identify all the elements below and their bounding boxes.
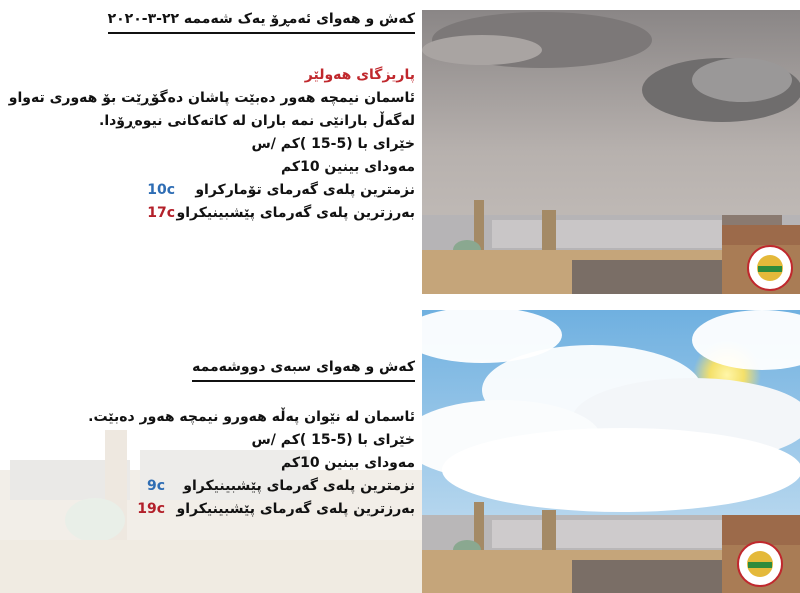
tomorrow-max-value: 19c — [137, 501, 165, 517]
today-min-value: 10c — [147, 182, 175, 198]
today-max-row — [9, 202, 415, 225]
tomorrow-visibility: مەودای بینین 10کم — [280, 455, 415, 471]
today-wind: خێرای با (5-15 )کم /س — [251, 136, 415, 152]
today-min-row — [9, 179, 415, 202]
today-min-label: نزمترین پلەی گەرمای تۆمارکراو — [195, 182, 415, 198]
tomorrow-max-label: بەرزترین پلەی گەرمای پێشبینیکراو — [176, 501, 415, 517]
today-max-value: 17c — [147, 205, 175, 221]
today-visibility: مەودای بینین 10کم — [280, 159, 415, 175]
today-description-2: لەگەڵ بارانێی نمە باران لە کاتەکانی نیوەڕۆدا. — [99, 113, 415, 129]
tomorrow-heading: کەش و هەوای سبەی دووشەممە — [192, 356, 415, 382]
tomorrow-description-1: ئاسمان لە نێوان پەڵە هەورو نیمچە هەور دەبێت. — [88, 409, 415, 425]
tomorrow-min-row — [88, 475, 415, 498]
tomorrow-min-value: 9c — [146, 478, 165, 494]
city-name: پاریزگای هەولێر — [304, 67, 415, 83]
today-city-photo — [422, 10, 800, 294]
today-heading: کەش و هەوای ئەمڕۆ یەک شەممە ٢٢-٣-٢٠٢٠ — [108, 8, 415, 34]
tomorrow-forecast — [88, 356, 415, 521]
tomorrow-max-row — [88, 498, 415, 521]
tomorrow-wind: خێرای با (5-15 )کم /س — [251, 432, 415, 448]
today-description-1: ئاسمان نیمچە هەور دەبێت پاشان دەگۆڕێت بۆ هەوری تەواو — [8, 90, 415, 106]
today-max-label: بەرزترین پلەی گەرمای پێشبینیکراو — [176, 205, 415, 221]
tomorrow-city-photo — [422, 310, 800, 593]
today-forecast — [9, 8, 415, 225]
tomorrow-min-label: نزمترین پلەی گەرمای پێشبینیکراو — [183, 478, 415, 494]
